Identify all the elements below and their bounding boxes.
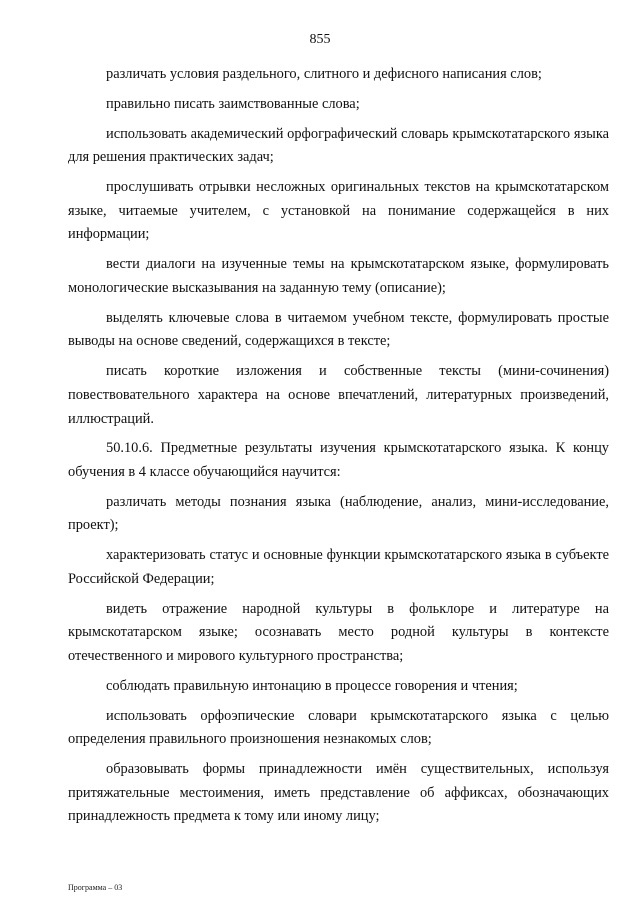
paragraph: использовать орфоэпические словари крымскотатарского языка с целью определения правильного произношения незнакомых слов; (68, 707, 609, 748)
paragraph: прослушивать отрывки несложных оригинальных текстов на крымскотатарском языке, читаемые учителем, с установкой на понимание содержащейся в них информации; (68, 179, 609, 243)
footer-label: Программа – 03 (68, 883, 123, 892)
paragraph: различать методы познания языка (наблюдение, анализ, мини-исследование, проект); (68, 493, 609, 534)
paragraph: характеризовать статус и основные функции крымскотатарского языка в субъекте Российской Федерации; (68, 547, 609, 587)
paragraph: образовывать формы принадлежности имён существительных, используя притяжательные местоимения, иметь представление об аффиксах, обозначающих принадлежность предмета к тому или иному лицу; (68, 761, 609, 825)
document-body (68, 63, 609, 835)
paragraph: различать условия раздельного, слитного и дефисного написания слов; (106, 66, 542, 82)
paragraph: соблюдать правильную интонацию в процессе говорения и чтения; (106, 677, 518, 694)
paragraph: выделять ключевые слова в читаемом учебном тексте, формулировать простые выводы на основе сведений, содержащихся в тексте; (68, 309, 609, 350)
page-number: 855 (309, 32, 331, 47)
paragraph: вести диалоги на изученные темы на крымскотатарском языке, формулировать монологические высказывания на заданную тему (описание); (68, 256, 609, 296)
section-heading-paragraph: 50.10.6. Предметные результаты изучения крымскотатарского языка. К концу обучения в 4 классе обучающийся научится: (68, 440, 609, 480)
paragraph: видеть отражение народной культуры в фольклоре и литературе на крымскотатарском языке; осознавать место родной культуры в контексте отечественного и мирового культурного пространства; (68, 600, 609, 665)
paragraph: использовать академический орфографический словарь крымскотатарского языка для решения практических задач; (68, 125, 609, 166)
paragraph: писать короткие изложения и собственные тексты (мини-сочинения) повествовательного характера на основе впечатлений, литературных произведений, иллюстраций. (68, 363, 609, 427)
paragraph: правильно писать заимствованные слова; (106, 95, 360, 112)
